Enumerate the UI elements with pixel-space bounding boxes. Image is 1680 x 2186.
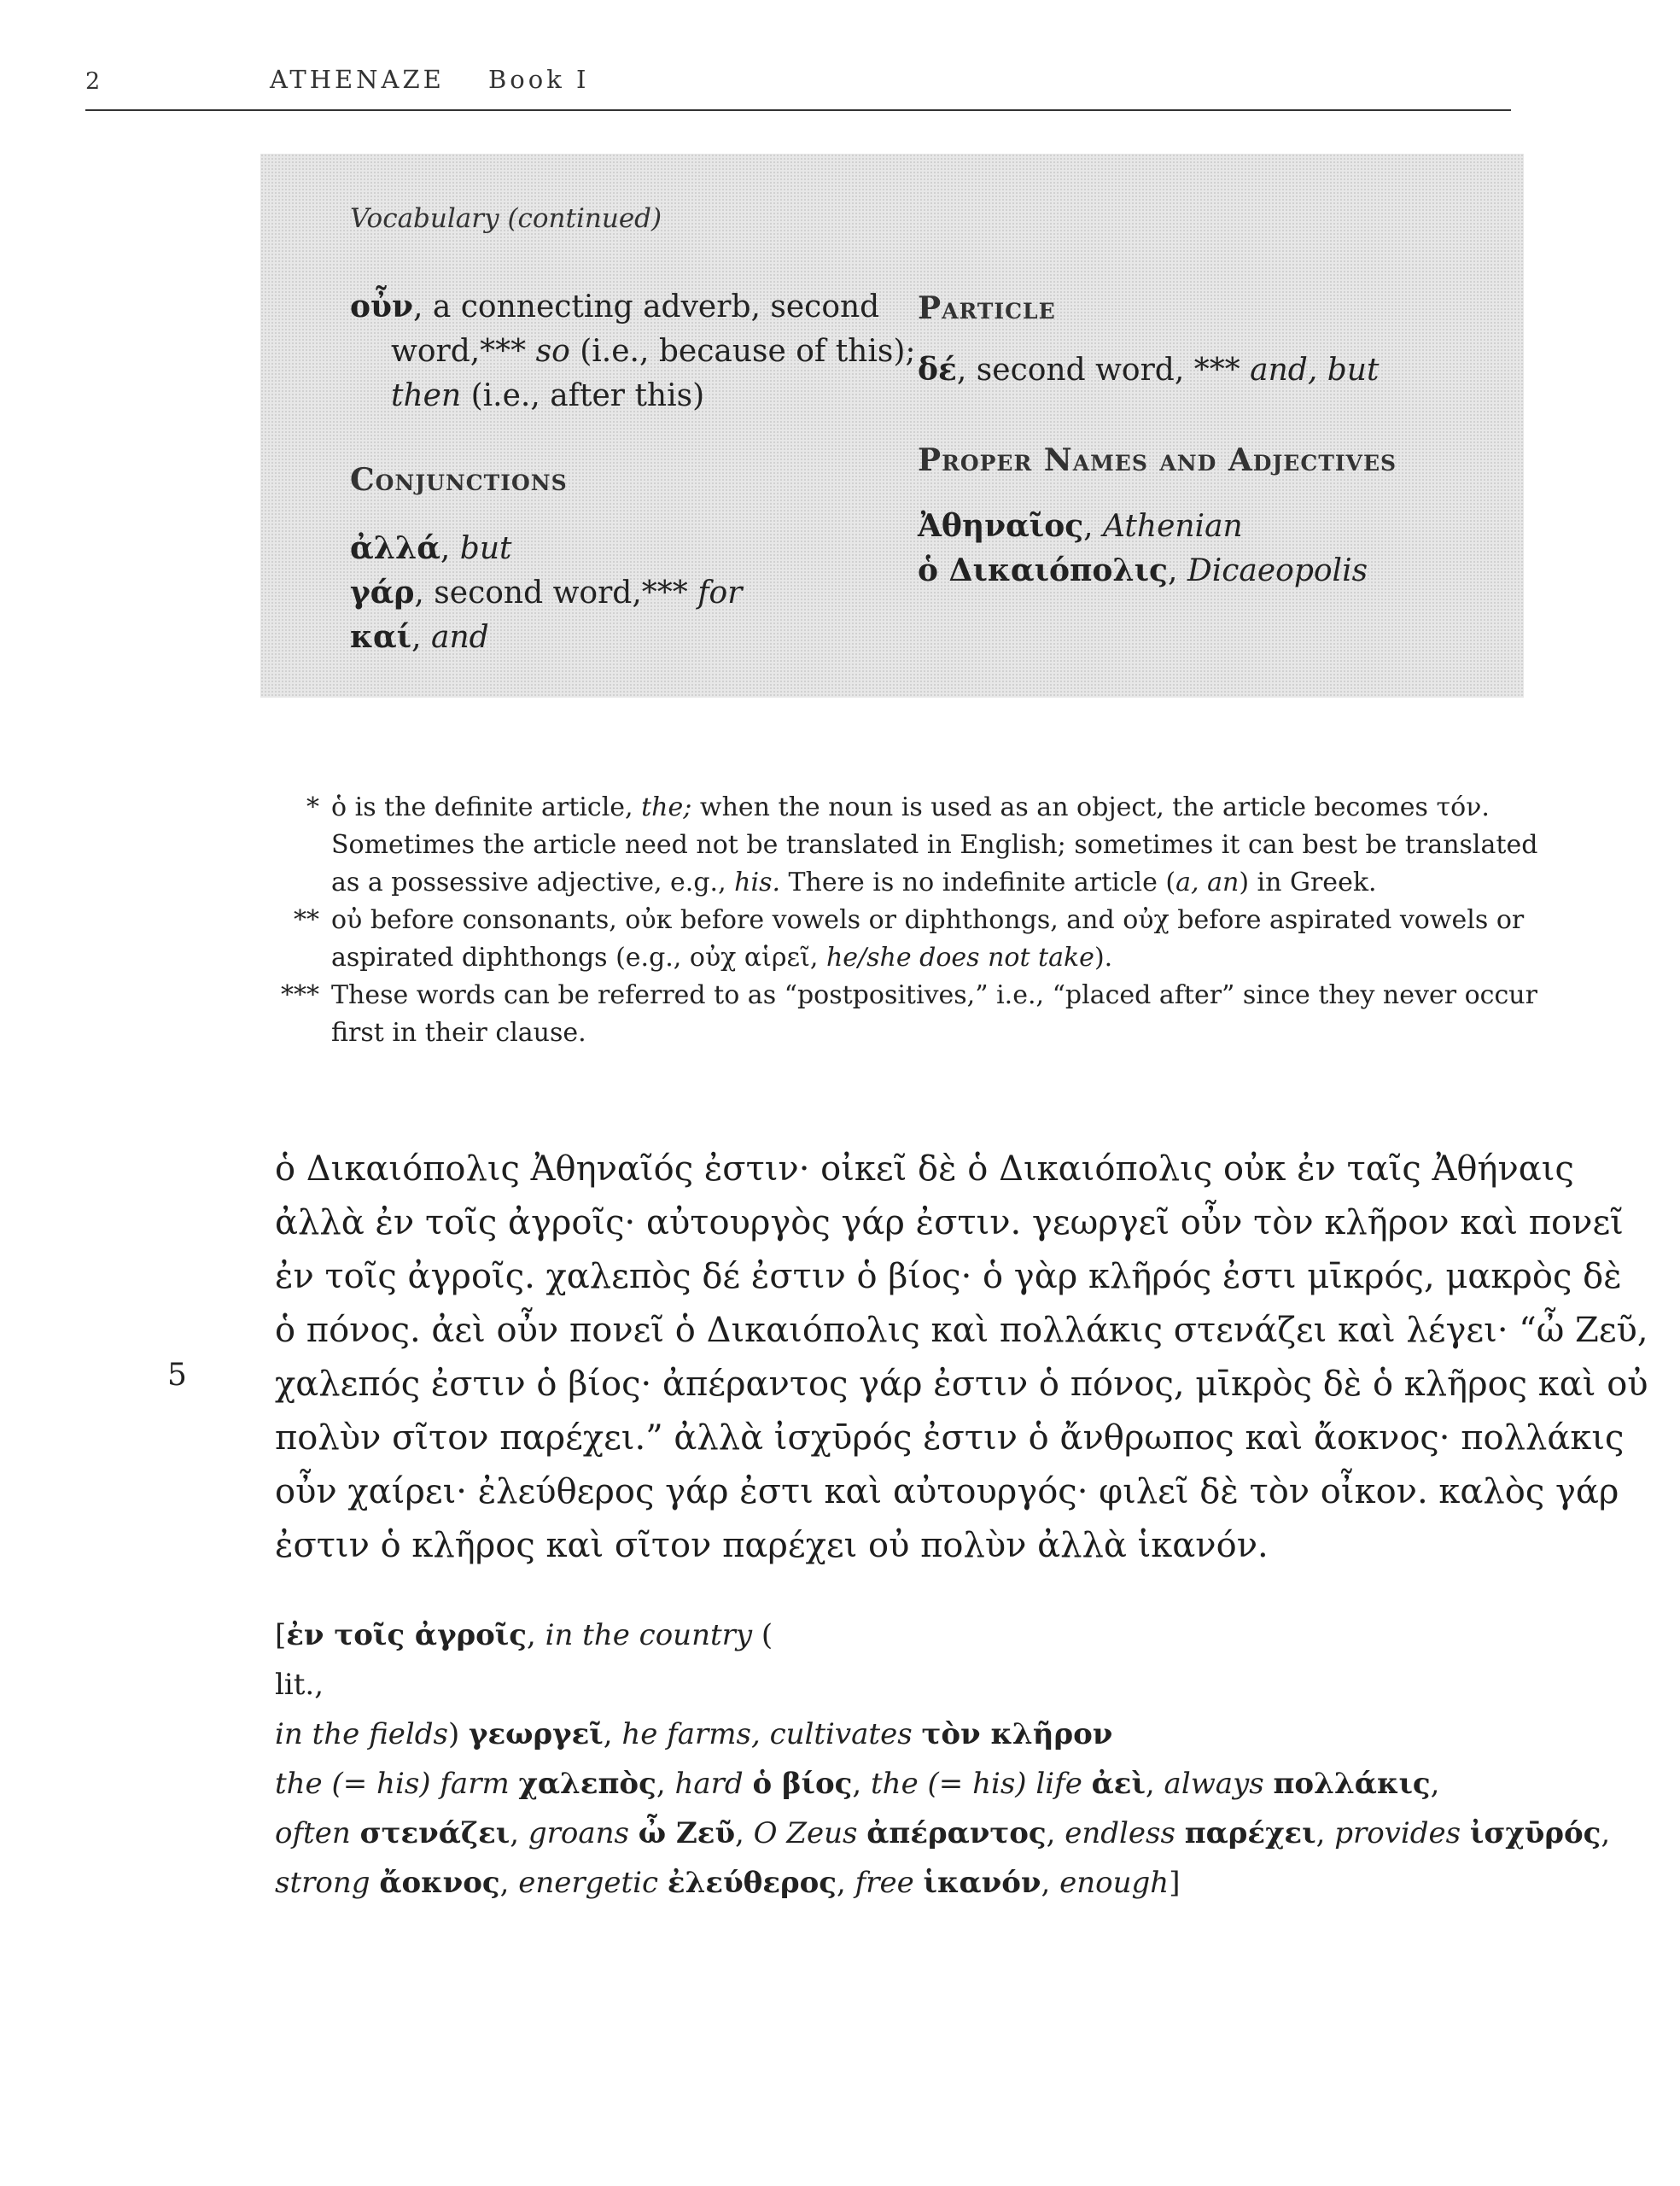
vocab-entry-dikaiopolis: ὁ Δικαιόπολις, Dicaeopolis — [918, 552, 1368, 588]
reading-line: χαλεπός ἐστιν ὁ βίος· ἀπέραντος γάρ ἐστιν ὁ πόνος, μῑκρὸς δὲ ὁ κλῆρος καὶ οὐ — [275, 1365, 1648, 1404]
vocab-entry-athenaios: Ἀθηναῖος, Athenian — [918, 508, 1243, 544]
reading-line: οὖν χαίρει· ἐλεύθερος γάρ ἐστι καὶ αὐτουργός· φιλεῖ δὲ τὸν οἶκον. καλὸς γάρ — [275, 1472, 1619, 1511]
vocab-greek: οὖν — [350, 289, 413, 324]
reading-line: ἐστιν ὁ κλῆρος καὶ σῖτον παρέχει οὐ πολὺν ἀλλὰ ἱκανόν. — [275, 1526, 1269, 1565]
glosses: [ἐν τοῖς ἀγροῖς, in the country ( lit., in the fields) γεωργεῖ, he farms, cultivates τὸν κλῆρον the (= his) farm χαλεπὸς, hard ὁ βίος, the (= his) life ἀεὶ, always πολλάκις, often στενάζει, groans ὦ Ζεῦ, O Zeus ἀπέραντος, endless παρέχει, provides ἰσχῡρός, strong ἄοκνος, energetic ἐλεύθερος, free ἱκανόν, enough] — [275, 1618, 1611, 1900]
footnote-2: ** οὐ before consonants, οὐκ before vowels or diphthongs, and οὐχ before aspirated vowels or aspirated diphthongs (e.g., οὐχ αἱρεῖ, he/she does not take). — [331, 902, 1560, 977]
reading-line: ὁ πόνος. ἀεὶ οὖν πονεῖ ὁ Δικαιόπολις καὶ πολλάκις στενάζει καὶ λέγει· “ὦ Ζεῦ, — [275, 1311, 1648, 1350]
footnote-mark: * — [306, 792, 319, 822]
conjunctions-heading: Conjunctions — [350, 462, 568, 498]
reading-line: πολὺν σῖτον παρέχει.” ἀλλὰ ἰσχῡρός ἐστιν ὁ ἄνθρωπος καὶ ἄοκνος· πολλάκις — [275, 1418, 1625, 1458]
header-rule — [85, 109, 1511, 111]
reading-line: ὁ Δικαιόπολις Ἀθηναῖός ἐστιν· οἰκεῖ δὲ ὁ Δικαιόπολις οὐκ ἐν ταῖς Ἀθήναις — [275, 1149, 1574, 1189]
vocab-entry-kai: καί, and — [350, 619, 489, 655]
running-title: ATHENAZE — [270, 65, 445, 94]
reading-line: ἀλλὰ ἐν τοῖς ἀγροῖς· αὐτουργὸς γάρ ἐστιν. γεωργεῖ οὖν τὸν κλῆρον καὶ πονεῖ — [275, 1203, 1624, 1242]
footnote-1: * ὁ is the definite article, the; when the noun is used as an object, the article becomes τόν. Sometimes the article need not be translated in English; sometimes it can best be translated as a possessive adjective, e.g., his. There is no indefinite article (a, an) in Greek. — [331, 789, 1560, 902]
page-number: 2 — [85, 68, 101, 95]
particle-heading: Particle — [918, 290, 1056, 326]
vocab-entry-de: δέ, second word, *** and, but — [918, 352, 1380, 388]
vocabulary-heading: Vocabulary (continued) — [350, 203, 662, 234]
reading-line: ἐν τοῖς ἀγροῖς. χαλεπὸς δέ ἐστιν ὁ βίος· ὁ γὰρ κλῆρός ἐστι μῑκρός, μακρὸς δὲ — [275, 1257, 1622, 1296]
running-book: Book I — [488, 65, 590, 94]
reading-passage — [275, 1143, 1648, 1573]
vocab-entry-oun: οὖν, a connecting adverb, second word,*** so (i.e., because of this); then (i.e., after this) — [350, 289, 916, 413]
vocab-entry-gar: γάρ, second word,*** for — [350, 575, 743, 611]
vocab-entry-alla: ἀλλά, but — [350, 530, 512, 566]
footnote-mark: *** — [281, 980, 319, 1010]
line-number: 5 — [167, 1358, 187, 1393]
footnote-mark: ** — [294, 905, 319, 935]
footnote-3: *** These words can be referred to as “postpositives,” i.e., “placed after” since they never occur first in their clause. — [331, 977, 1560, 1052]
proper-names-heading: Proper Names and Adjectives — [918, 442, 1397, 478]
